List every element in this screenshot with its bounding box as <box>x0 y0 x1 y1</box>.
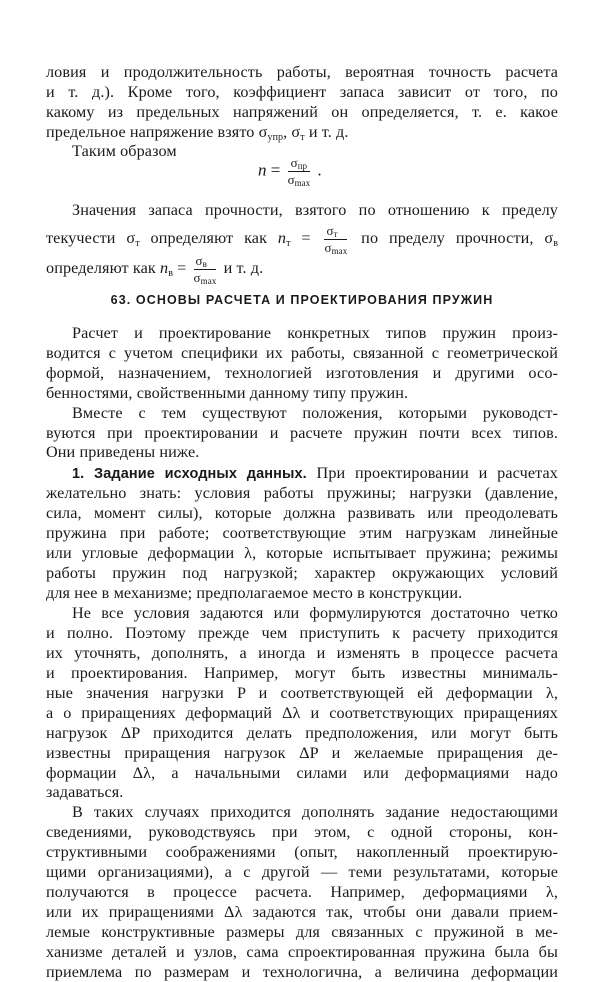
text-line: а о приращениях деформаций Δλ и соответствующих приращениях <box>46 704 558 722</box>
text-line: известны приращения нагрузок ΔP и желаемые приращения де- <box>46 744 558 762</box>
text-line: В таких случаях приходится дополнять задание недостающими <box>72 803 558 821</box>
text-line: получаются в процессе расчета. Например, деформациями λ, <box>46 883 558 901</box>
text-line: водится с учетом специфики их работы, связанной с геометрической <box>46 344 558 362</box>
text-line: Значения запаса прочности, взятого по отношению к пределу <box>72 201 558 219</box>
text-line: Не все условия задаются или формулируются достаточно четко <box>72 604 558 622</box>
section-heading: 63. ОСНОВЫ РАСЧЕТА И ПРОЕКТИРОВАНИЯ ПРУЖИН <box>110 293 494 307</box>
text-line: сведениями, руководствуясь при этом, с одной стороны, кон- <box>46 823 558 841</box>
text-line: Расчет и проектирование конкретных типов пружин произ- <box>72 324 558 342</box>
formula-safety-factor: n = $\frac{\sigma_{пр}}{\sigma_{max}}$ . <box>258 155 322 188</box>
text-line: их уточнять, дополнять, а иногда и изменять в процессе расчета <box>46 644 558 662</box>
text-line: какому из предельных напряжений он определяется, т. е. какое <box>46 103 558 121</box>
text-line: вуются при проектировании и расчете пружин почти всех типов. <box>46 424 558 442</box>
text-line: Они приведены ниже. <box>46 443 200 461</box>
text-line: ханизме деталей и узлов, сама спроектированная пружина была бы <box>46 943 558 961</box>
text-line: ловия и продолжительность работы, вероятная точность расчета <box>46 63 558 81</box>
text-line: предельное напряжение взято $\sigma_{упр}$, $\sigma_т$ и т. д. <box>46 123 349 143</box>
text-line: или их приращениями Δλ задаются так, чтобы они давали прием- <box>46 903 558 921</box>
text-line: формой, назначением, технологией изготовления и другими осо- <box>46 364 558 382</box>
text-line: 1. Задание исходных данных. При проектировании и расчетах <box>72 464 558 482</box>
text-line: формации Δλ, а начальными силами или деформациями надо <box>46 764 558 782</box>
text-line: щими организациями), а с другой — теми результатами, которые <box>46 863 558 881</box>
text-line: работы пружин под нагрузкой; характер окружающих условий <box>46 564 558 582</box>
text-line: нагрузок ΔP приходится делать предположения, или могут быть <box>46 724 558 742</box>
text-line: или угловые деформации λ, которые испытывает пружина; режимы <box>46 544 558 562</box>
item-heading: 1. Задание исходных данных. <box>72 466 307 482</box>
text-line: задаваться. <box>46 783 124 801</box>
text-line: Вместе с тем существуют положения, которыми руководст- <box>72 404 558 422</box>
text-line: структивными соображениями (опыт, накопленный проектирую- <box>46 843 558 861</box>
text-line: бенностями, свойственными данному типу пружин. <box>46 384 409 402</box>
text-line: Таким образом <box>72 142 177 160</box>
text-line: пружина при работе; соответствующие этим нагрузкам линейные <box>46 524 558 542</box>
text-line: сила, момент силы), которые должна развивать или преодолевать <box>46 504 558 522</box>
text-line: текучести $\sigma_т$ определяют как $n_т$ = $\frac{\sigma_т}{\sigma_{max}}$ по пределу прочности, $\sigma_в$ <box>46 223 559 256</box>
text-line: и т. д.). Кроме того, коэффициент запаса зависит от того, по <box>46 83 558 101</box>
text-line: приемлема по размерам и технологична, а величина деформации <box>46 963 558 981</box>
text-line: для нее в механизме; предполагаемое место в конструкции. <box>46 584 463 602</box>
text-line: желательно знать: условия работы пружины; нагрузки (давление, <box>46 484 558 502</box>
text-line: лемые конструктивные размеры для связанных с пружиной в ме- <box>46 923 558 941</box>
text-line: определяют как $n_в$ = $\frac{\sigma_в}{\sigma_{max}}$ и т. д. <box>46 253 264 286</box>
text-line: и проектирования. Например, могут быть известны минималь- <box>46 664 558 682</box>
text-line: ные значения нагрузки P и соответствующей ей деформации λ, <box>46 684 558 702</box>
text-line: и полно. Поэтому прежде чем приступить к расчету приходится <box>46 624 558 642</box>
